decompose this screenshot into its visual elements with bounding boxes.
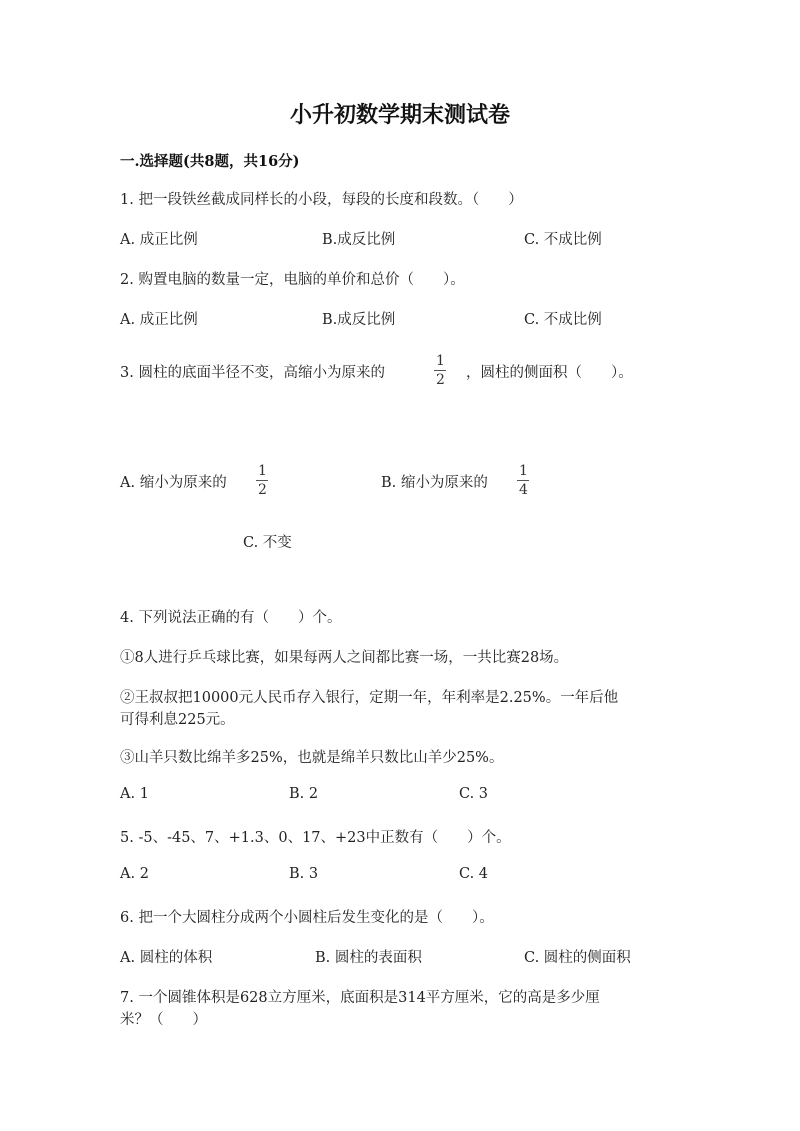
question-7-stem-line-2: 米？（ ） xyxy=(120,1012,207,1028)
fraction-denominator: 2 xyxy=(258,482,267,498)
question-3-option-b-fraction xyxy=(517,464,530,497)
question-4-statement-1: ①8人进行乒乓球比赛，如果每两人之间都比赛一场，一共比赛28场。 xyxy=(120,650,569,666)
question-1-option-c: C. 不成比例 xyxy=(524,232,602,248)
page-title: 小升初数学期末测试卷 xyxy=(289,102,510,128)
fraction-numerator: 1 xyxy=(436,353,445,369)
question-4-statement-2-line-2: 可得利息225元。 xyxy=(120,712,235,728)
question-6-stem: 6. 把一个大圆柱分成两个小圆柱后发生变化的是（ ）。 xyxy=(120,910,494,926)
question-1-option-b: B.成反比例 xyxy=(322,232,396,248)
question-3-option-b: B. 缩小为原来的 xyxy=(381,475,488,491)
question-3-option-a-fraction xyxy=(256,464,269,497)
question-4-option-b: B. 2 xyxy=(289,786,319,802)
question-3-option-c: C. 不变 xyxy=(243,535,292,551)
section-heading: 一.选择题(共8题，共16分) xyxy=(120,153,300,170)
question-5-option-a: A. 2 xyxy=(120,866,149,882)
question-1-stem: 1. 把一段铁丝截成同样长的小段，每段的长度和段数。（ ） xyxy=(120,192,523,208)
question-4-stem: 4. 下列说法正确的有（ ）个。 xyxy=(120,610,342,626)
question-1-option-a: A. 成正比例 xyxy=(120,232,198,248)
fraction-denominator: 2 xyxy=(436,372,445,388)
question-6-option-c: C. 圆柱的侧面积 xyxy=(524,950,631,966)
question-4-option-a: A. 1 xyxy=(120,786,149,802)
question-3-fraction xyxy=(434,354,447,387)
question-4-statement-3: ③山羊只数比绵羊多25%，也就是绵羊只数比山羊少25%。 xyxy=(120,750,504,766)
question-2-option-a: A. 成正比例 xyxy=(120,312,198,328)
question-4-statement-2-line-1: ②王叔叔把10000元人民币存入银行，定期一年，年利率是2.25%。一年后他 xyxy=(120,690,619,706)
fraction-numerator: 1 xyxy=(258,463,267,479)
fraction-numerator: 1 xyxy=(519,463,528,479)
question-6-option-b: B. 圆柱的表面积 xyxy=(315,950,422,966)
question-2-option-b: B.成反比例 xyxy=(322,312,396,328)
question-5-stem: 5. -5、-45、7、+1.3、0、17、+23中正数有（ ）个。 xyxy=(120,830,511,846)
question-5-option-b: B. 3 xyxy=(289,866,319,882)
fraction-denominator: 4 xyxy=(519,482,528,498)
question-5-option-c: C. 4 xyxy=(459,866,489,882)
question-2-option-c: C. 不成比例 xyxy=(524,312,602,328)
question-4-option-c: C. 3 xyxy=(459,786,489,802)
question-6-option-a: A. 圆柱的体积 xyxy=(120,950,213,966)
question-3-stem-end: ，圆柱的侧面积（ ）。 xyxy=(466,365,633,381)
question-2-stem: 2. 购置电脑的数量一定，电脑的单价和总价（ ）。 xyxy=(120,272,465,288)
question-7-stem-line-1: 7. 一个圆锥体积是628立方厘米，底面积是314平方厘米，它的高是多少厘 xyxy=(120,990,600,1006)
question-3-stem-start: 3. 圆柱的底面半径不变，高缩小为原来的 xyxy=(120,365,385,381)
question-3-option-a: A. 缩小为原来的 xyxy=(120,475,227,491)
